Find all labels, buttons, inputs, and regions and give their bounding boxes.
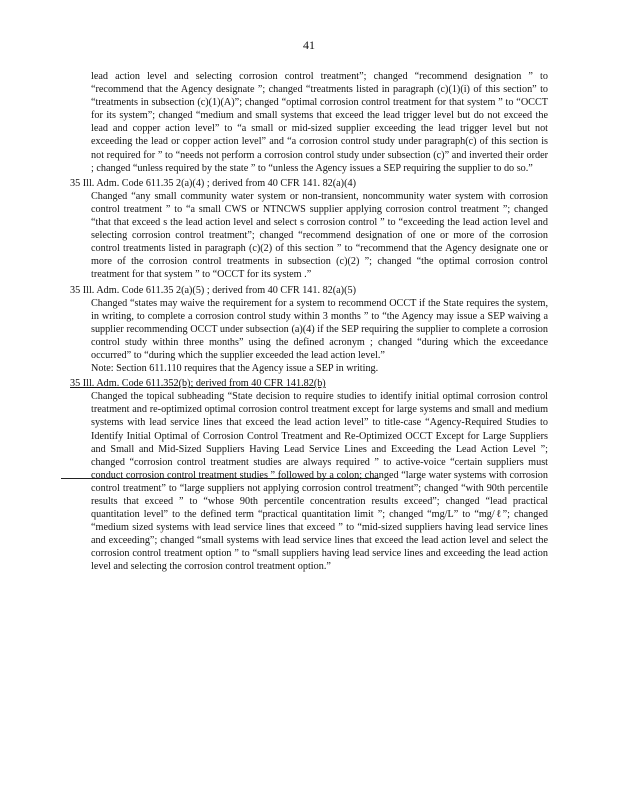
citation-entry xyxy=(70,177,548,282)
continuation-entry xyxy=(70,70,548,175)
entry-body: Changed “any small community water system or non-transient, noncommunity water system with corrosion control treatment ” to “a small CWS or NTNCWS supplier applying corrosion control treatment ”; changed “that that exceed s the lead action level and select s corrosion control ” to “exceeding the lead action level and selecting corrosion control treatment”; changed “recommend designation of one or more of the corrosion control treatments listed in paragraph (c)(2) of this section ” to “recommend that the Agency designate one or more of the corrosion control treatments in subsection (c)(2) ”; changed “the optimal corrosion control treatment for that system ” to “OCCT for its system .” xyxy=(91,190,548,281)
page-number: 41 xyxy=(303,38,315,52)
citation-heading: 35 Ill. Adm. Code 611.35 2(a)(4) ; derived from 40 CFR 141. 82(a)(4) xyxy=(70,177,356,189)
citation-entry xyxy=(70,377,548,573)
horizontal-rule xyxy=(61,478,379,479)
page-content xyxy=(70,70,548,576)
entry-body: lead action level and selecting corrosion control treatment”; changed “recommend designation ” to “recommend that the Agency designate ”; changed “treatments listed in paragraph (c)(1)(i) of this section” to “treatments in subsection (c)(1)(A)”; changed “optimal corrosion control treatment for that system ” to “OCCT for its system”; changed “medium and small systems that exceed the lead trigger level but do not exceed the lead and copper action level” to “a small or mid-sized supplier exceeding the lead trigger level but not exceeding the lead or copper action level” and “a corrosion control study under paragraph(c) of this section is not required for ” to “needs not perform a corrosion control study under subsection (c)” and inverted their order ; changed “unless required by the state ” to “unless the Agency issues a SEP requiring the supplier to do so.” xyxy=(91,71,548,174)
entry-body: Changed the topical subheading “State decision to require studies to identify initial optimal corrosion control treatment and re-optimized optimal corrosion control treatment except for large systems and small and medium systems with lead service lines that exceed the lead action level” to title-case “Agency-Required Studies to Identify Initial Optimal of Corrosion Control Treatment and Re-Optimized OCCT Except for Large Suppliers and Small and Mid-Sized Suppliers Having Lead Service Lines and Exceeding the Lead Action Level ”; changed “corrosion control treatment studies are always required ” to active-voice “certain suppliers must conduct corrosion control treatment studies ” followed by a colon; changed “large water systems with corrosion control treatment” to “large suppliers not applying corrosion control treatment”; changed “with 90th percentile results that exceed ” to “whose 90th percentile concentration results exceed”; changed “lead practical quantitation level” to the defined term “practical quantitation limit ”; changed “mg/L” to “mg/ℓ”; changed “medium sized systems with lead service lines that exceed ” to “mid-sized suppliers having lead service lines and exceeding”; changed “small systems with lead service lines that exceed the lead action level and select the corrosion control treatment option ” to “small suppliers having lead service lines and exceeding the lead action level and selecting the corrosion control treatment option.” xyxy=(91,391,548,573)
citation-heading: 35 Ill. Adm. Code 611.352(b); derived from 40 CFR 141.82(b) xyxy=(70,378,326,390)
entry-body: Changed “states may waive the requirement for a system to recommend OCCT if the State requires the system, in writing, to complete a corrosion control study within 3 months ” to “the Agency may issue a SEP waiving a supplier recommending OCCT under subsection (a)(4) if the SEP requiring the supplier to complete a corrosion control study within three months” using the defined acronym ; changed “during which the exceedance occurred” to “during which the supplier exceeded the lead action level.” xyxy=(91,297,548,361)
citation-entry xyxy=(70,284,548,376)
citation-heading: 35 Ill. Adm. Code 611.35 2(a)(5) ; derived from 40 CFR 141. 82(a)(5) xyxy=(70,284,356,296)
entry-note: Note: Section 611.110 requires that the Agency issue a SEP in writing. xyxy=(91,363,379,375)
